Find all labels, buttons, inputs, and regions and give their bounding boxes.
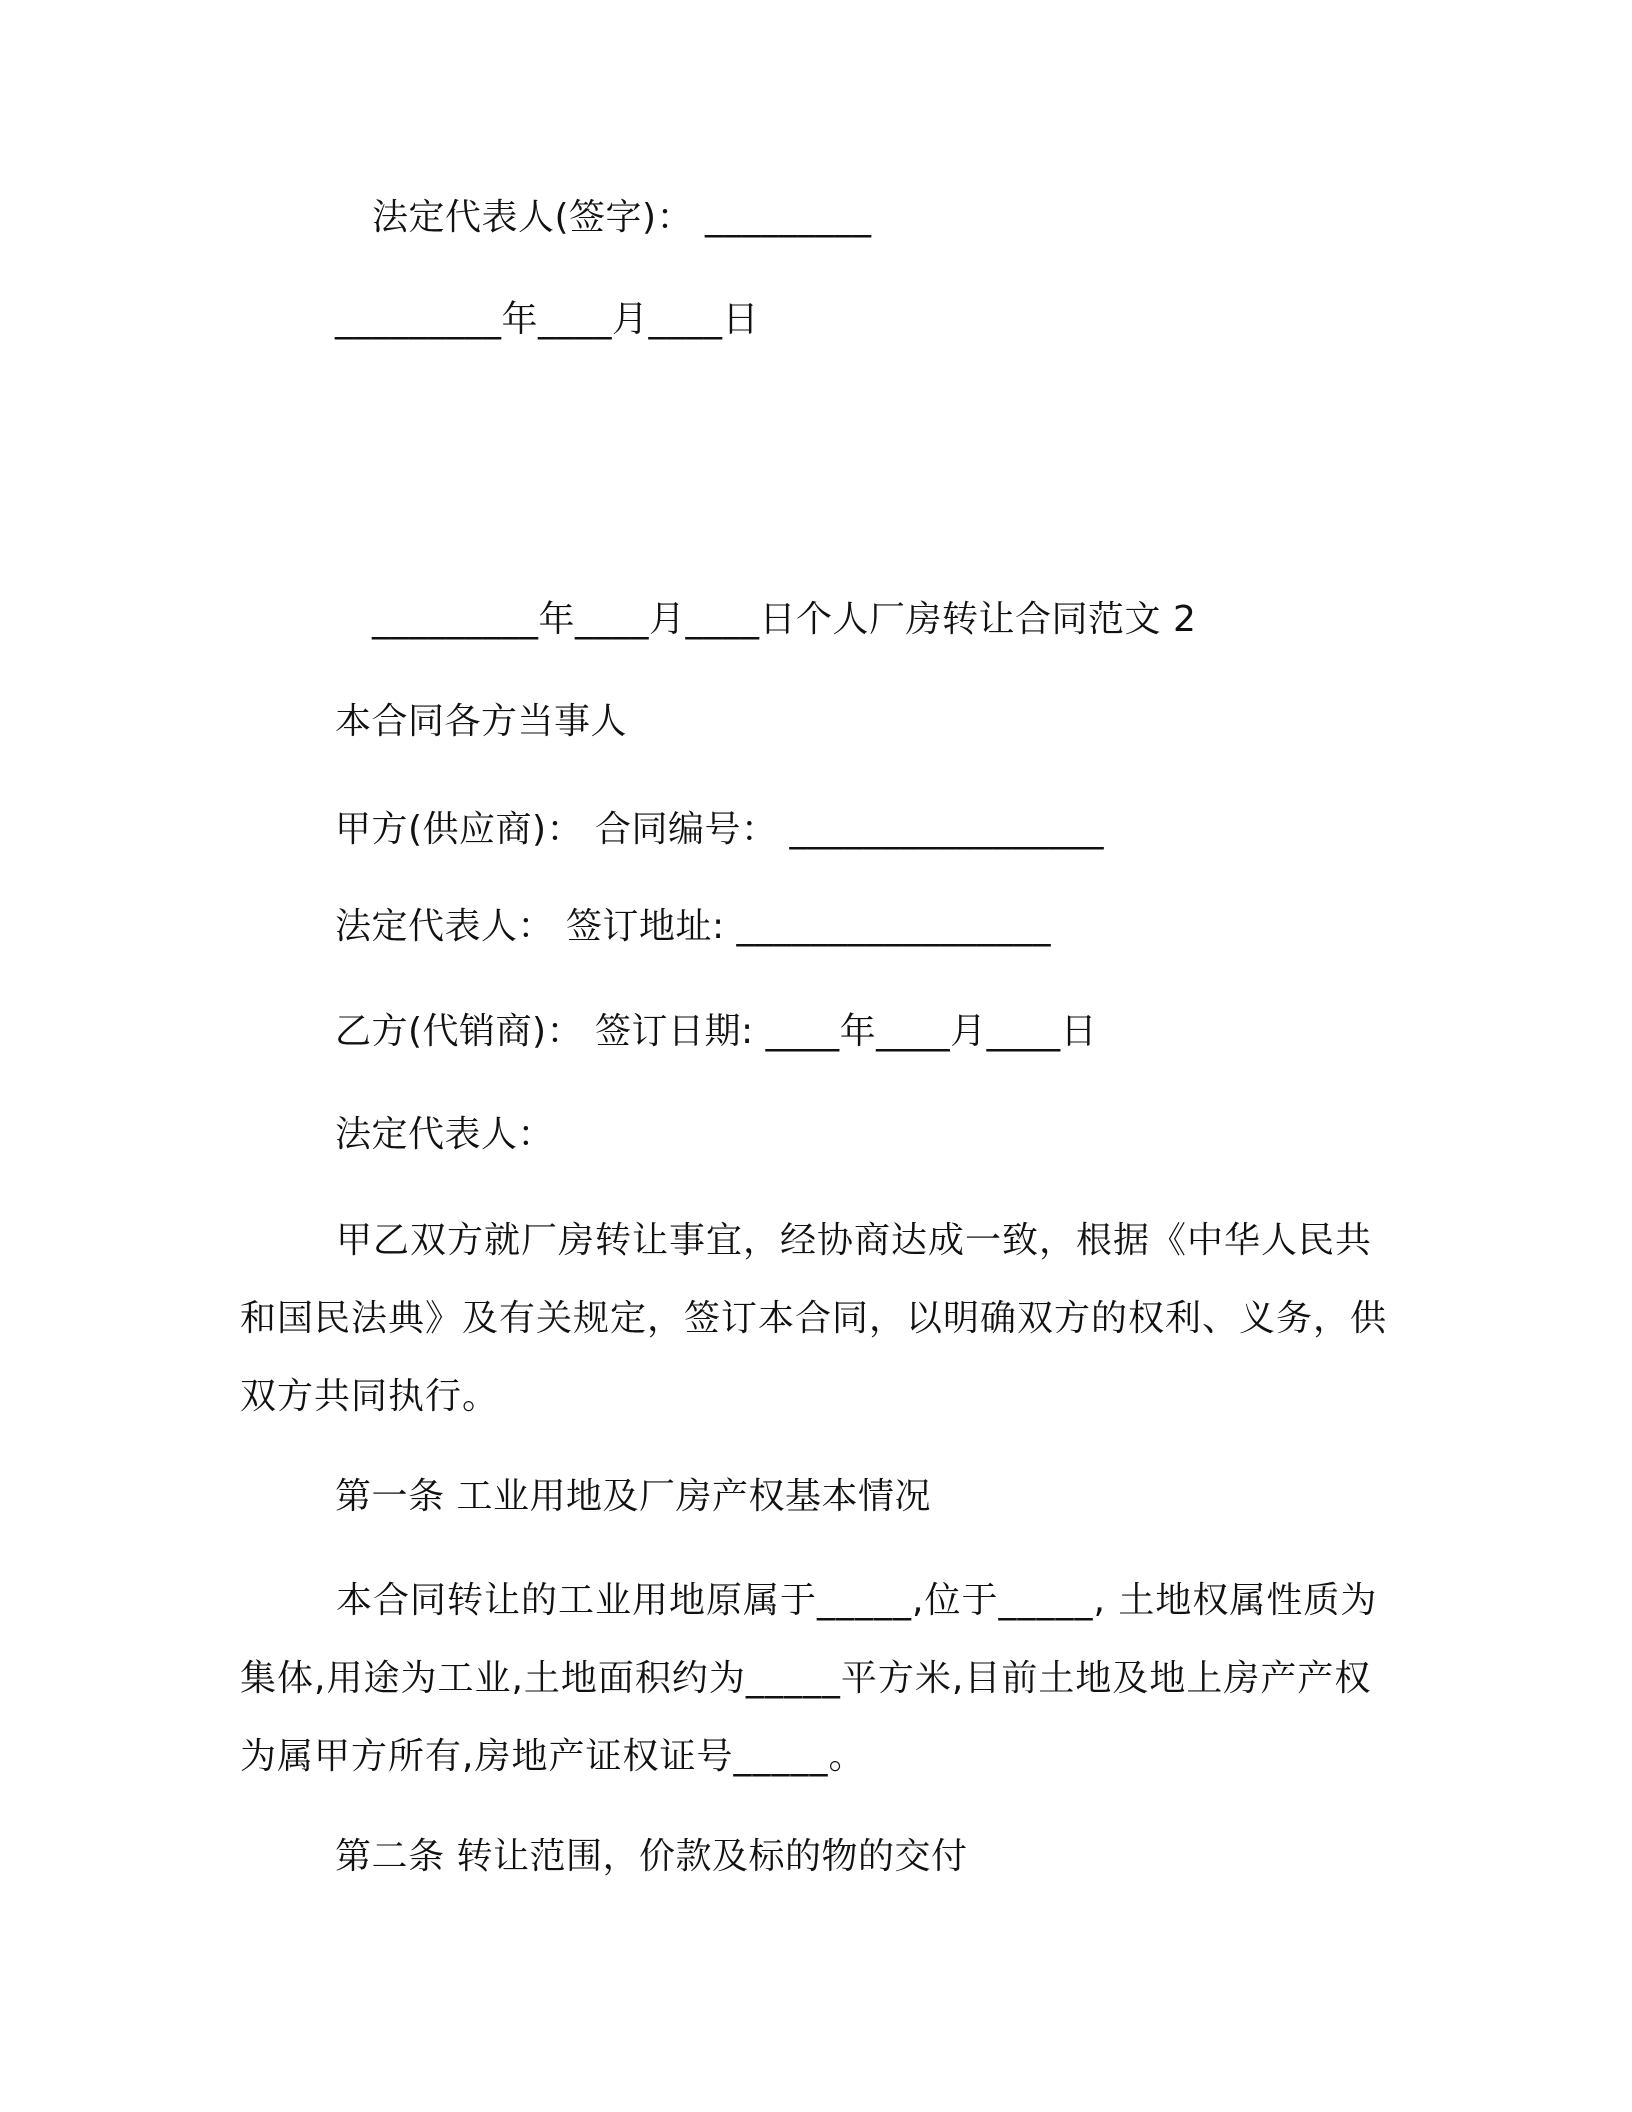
article-1-heading: 第一条 工业用地及厂房产权基本情况 bbox=[335, 1476, 931, 1517]
signature-date: _________年____月____日 bbox=[335, 299, 759, 340]
article-2-heading: 第二条 转让范围，价款及标的物的交付 bbox=[335, 1836, 968, 1877]
legal-rep-address-line: 法定代表人： 签订地址: _________________ bbox=[335, 906, 1052, 947]
contract-title: _________年____月____日个人厂房转让合同范文 2 bbox=[372, 599, 1197, 640]
parties-heading: 本合同各方当事人 bbox=[335, 701, 628, 742]
party-b-line: 乙方(代销商)： 签订日期: ____年____月____日 bbox=[335, 1011, 1098, 1052]
signature-legal-representative: 法定代表人(签字)： _________ bbox=[372, 197, 872, 238]
party-a-line: 甲方(供应商)： 合同编号： _________________ bbox=[335, 809, 1104, 850]
legal-rep-b-line: 法定代表人： bbox=[335, 1114, 555, 1155]
intro-paragraph: 甲乙双方就厂房转让事宜，经协商达成一致，根据《中华人民共和国民法典》及有关规定，签订本合同，以明确双方的权利、义务，供双方共同执行。 bbox=[240, 1220, 1388, 1417]
article-1-body: 本合同转让的工业用地原属于_____,位于_____, 土地权属性质为集体,用途为工业,土地面积约为_____平方米,目前土地及地上房产产权为属甲方所有,房地产证权证号_____。 bbox=[240, 1580, 1378, 1777]
